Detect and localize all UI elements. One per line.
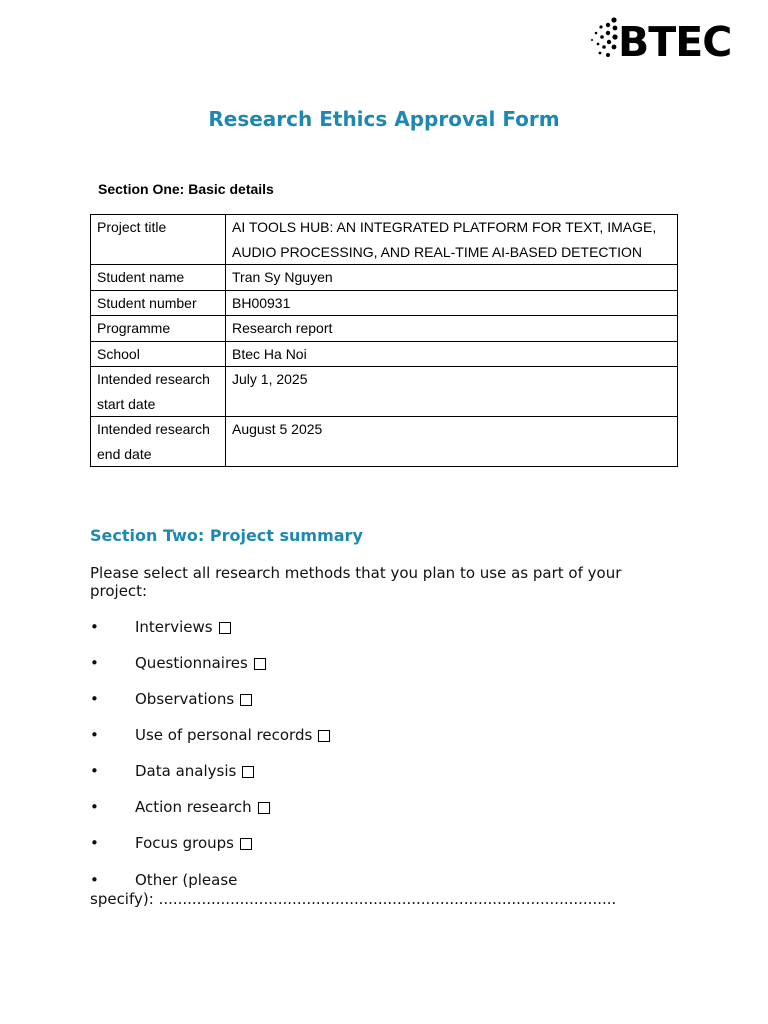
method-name: Action research [135,798,252,816]
section-two-heading: Section Two: Project summary [90,526,363,545]
table-row [91,367,678,417]
row-label: Programme [91,316,226,342]
method-label [135,834,252,852]
observations-checkbox[interactable] [240,694,252,706]
table-row [91,316,678,342]
table-row [91,290,678,316]
method-name: Questionnaires [135,654,248,672]
page-title: Research Ethics Approval Form [208,107,560,131]
bullet: • [90,798,99,816]
table-row [91,417,678,467]
methods-intro: Please select all research methods that you plan to use as part of your project: [90,564,622,600]
method-label [135,798,270,816]
focus-groups-checkbox[interactable] [240,838,252,850]
action-research-checkbox[interactable] [258,802,270,814]
personal-records-checkbox[interactable] [318,730,330,742]
method-label [135,618,231,636]
bullet: • [90,762,99,780]
bullet: • [90,654,99,672]
row-label: Project title [91,215,226,265]
data-analysis-checkbox[interactable] [242,766,254,778]
row-value: AI TOOLS HUB: AN INTEGRATED PLATFORM FOR TEXT, IMAGE, AUDIO PROCESSING, AND REAL-TIME AI-BASED DETECTION [226,215,678,265]
bullet: • [90,618,99,636]
row-label: School [91,341,226,367]
method-name: Focus groups [135,834,234,852]
dot-burst-icon [588,14,618,64]
questionnaires-checkbox[interactable] [254,658,266,670]
other-label: Other (please [135,871,238,889]
method-name: Interviews [135,618,213,636]
row-value: July 1, 2025 [226,367,678,417]
logo-text: BTEC [618,18,732,66]
row-value: Research report [226,316,678,342]
row-label: Intended research end date [91,417,226,467]
method-name: Use of personal records [135,726,313,744]
table-row [91,215,678,265]
interviews-checkbox[interactable] [219,622,231,634]
bullet: • [90,834,99,852]
row-label: Student name [91,265,226,291]
other-specify-field[interactable]: specify): ................................................................................................ [90,890,617,908]
row-value: August 5 2025 [226,417,678,467]
row-label: Student number [91,290,226,316]
method-label [135,762,254,780]
bullet: • [90,690,99,708]
method-name: Data analysis [135,762,237,780]
row-value: Tran Sy Nguyen [226,265,678,291]
basic-details-table [90,214,678,467]
section-one-heading: Section One: Basic details [98,181,274,197]
method-label [135,690,252,708]
table-row [91,265,678,291]
row-value: Btec Ha Noi [226,341,678,367]
method-name: Observations [135,690,235,708]
btec-logo [588,14,738,70]
bullet: • [90,871,99,889]
method-label [135,726,330,744]
method-label [135,654,266,672]
table-row [91,341,678,367]
bullet: • [90,726,99,744]
row-value: BH00931 [226,290,678,316]
row-label: Intended research start date [91,367,226,417]
